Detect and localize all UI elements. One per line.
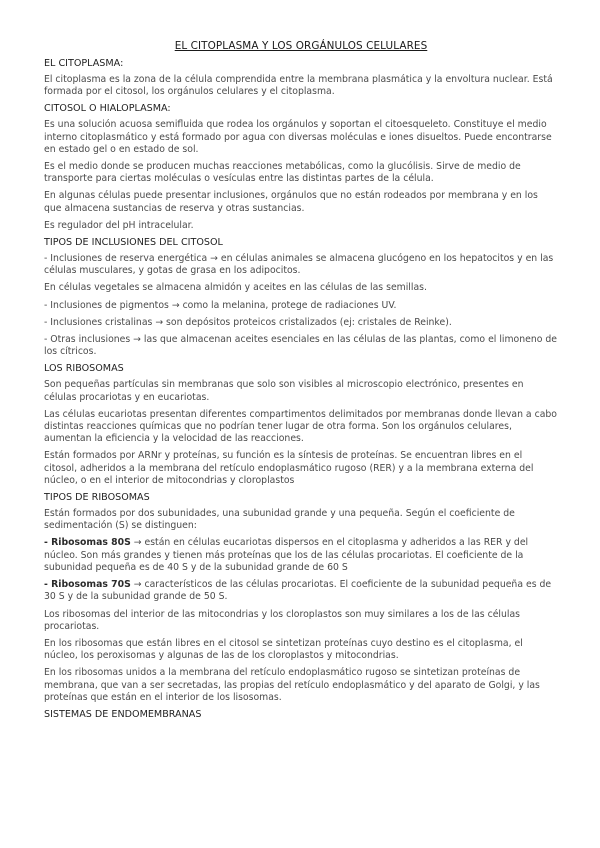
paragraph: En los ribosomas unidos a la membrana del retículo endoplasmático rugoso se sintetizan proteínas de membrana, que van a ser secretadas, las propias del retículo endoplasmático y del aparato de Golgi, y las proteínas que están en el interior de los lisosomas. xyxy=(44,667,540,703)
paragraph: Están formados por ARNr y proteínas, su función es la síntesis de proteínas. Se encuentran libres en el citosol, adheridos a la membrana del retículo endoplasmático rugoso (RER) y a la membrana externa del núcleo, o en el interior de mitocondrias y cloroplastos xyxy=(44,450,534,486)
paragraph: En células vegetales se almacena almidón y aceites en las células de las semillas. xyxy=(44,282,427,294)
paragraph-text: → característicos de las células procariotas. El coeficiente de la subunidad pequeña es de 30 S y de la subunidad grande de 50 S. xyxy=(44,579,552,603)
paragraph: El citoplasma es la zona de la célula comprendida entre la membrana plasmática y la envoltura nuclear. Está formada por el citosol, los orgánulos celulares y el citoplasma. xyxy=(44,74,553,98)
heading-endomembranas: SISTEMAS DE ENDOMEMBRANAS xyxy=(44,708,202,720)
paragraph: Las células eucariotas presentan diferentes compartimentos delimitados por membranas donde llevan a cabo distintas reacciones químicas que no podrían tener lugar de otra forma. Son los orgánulos celulares, aumentan la eficiencia y la velocidad de las reacciones. xyxy=(44,408,557,445)
paragraph: - Inclusiones de reserva energética → en células animales se almacena glucógeno en los hepatocitos y en las células musculares, y gotas de grasa en los adipocitos. xyxy=(44,253,554,277)
paragraph: - Otras inclusiones → las que almacenan aceites esenciales en las células de las plantas, como el limoneno de los cítricos. xyxy=(44,334,558,358)
term-ribosomas-80s: - Ribosomas 80S xyxy=(44,537,131,549)
document-page xyxy=(44,40,558,725)
heading-citoplasma: EL CITOPLASMA: xyxy=(44,58,124,69)
paragraph: En los ribosomas que están libres en el citosol se sintetizan proteínas cuyo destino es el citoplasma, el núcleo, los peroxisomas y algunas de las de los cloroplastos y mitocondrias. xyxy=(44,637,523,662)
paragraph-text: → están en células eucariotas dispersos en el citoplasma y adheridos a las RER y del núcleo. Son más grandes y tienen más proteínas que los de las células procariotas. El coeficiente de la subunidad pequeña es de 40 S y de la subunidad grande de 60 S xyxy=(44,537,529,573)
paragraph: - Inclusiones de pigmentos → como la melanina, protege de radiaciones UV. xyxy=(44,299,397,311)
paragraph: Es el medio donde se producen muchas reacciones metabólicas, como la glucólisis. Sirve de medio de transporte para ciertas moléculas o vesículas entre las distintas partes de la célula. xyxy=(44,161,521,185)
paragraph: En algunas células puede presentar inclusiones, orgánulos que no están rodeados por membrana y en los que almacena sustancias de reserva y otras sustancias. xyxy=(44,190,538,214)
paragraph: Los ribosomas del interior de las mitocondrias y los cloroplastos son muy similares a los de las células procariotas. xyxy=(44,608,521,632)
paragraph: Es una solución acuosa semifluida que rodea los orgánulos y soportan el citoesqueleto. Constituye el medio interno citoplasmático y está formado por agua con diversas moléculas e iones disueltos. Puede encontrarse en estado gel o en estado de sol. xyxy=(44,119,552,155)
heading-tipos-ribosomas: TIPOS DE RIBOSOMAS xyxy=(44,492,150,504)
document-title: EL CITOPLASMA Y LOS ORGÁNULOS CELULARES xyxy=(174,40,428,52)
paragraph: Están formados por dos subunidades, una subunidad grande y una pequeña. Según el coeficiente de sedimentación (S) se distinguen: xyxy=(44,508,515,532)
paragraph: - Inclusiones cristalinas → son depósitos proteicos cristalizados (ej: cristales de Reinke). xyxy=(44,316,452,328)
paragraph: Son pequeñas partículas sin membranas que solo son visibles al microscopio electrónico, presentes en células procariotas y en eucariotas. xyxy=(44,379,524,403)
heading-ribosomas: LOS RIBOSOMAS xyxy=(44,363,124,375)
heading-tipos-inclusiones: TIPOS DE INCLUSIONES DEL CITOSOL xyxy=(44,237,223,249)
paragraph-ribosomas-80s xyxy=(44,537,558,574)
paragraph-ribosomas-70s xyxy=(44,579,558,603)
paragraph: Es regulador del pH intracelular. xyxy=(44,219,194,231)
term-ribosomas-70s: - Ribosomas 70S xyxy=(44,579,131,591)
heading-citosol: CITOSOL O HIALOPLASMA: xyxy=(44,103,171,115)
